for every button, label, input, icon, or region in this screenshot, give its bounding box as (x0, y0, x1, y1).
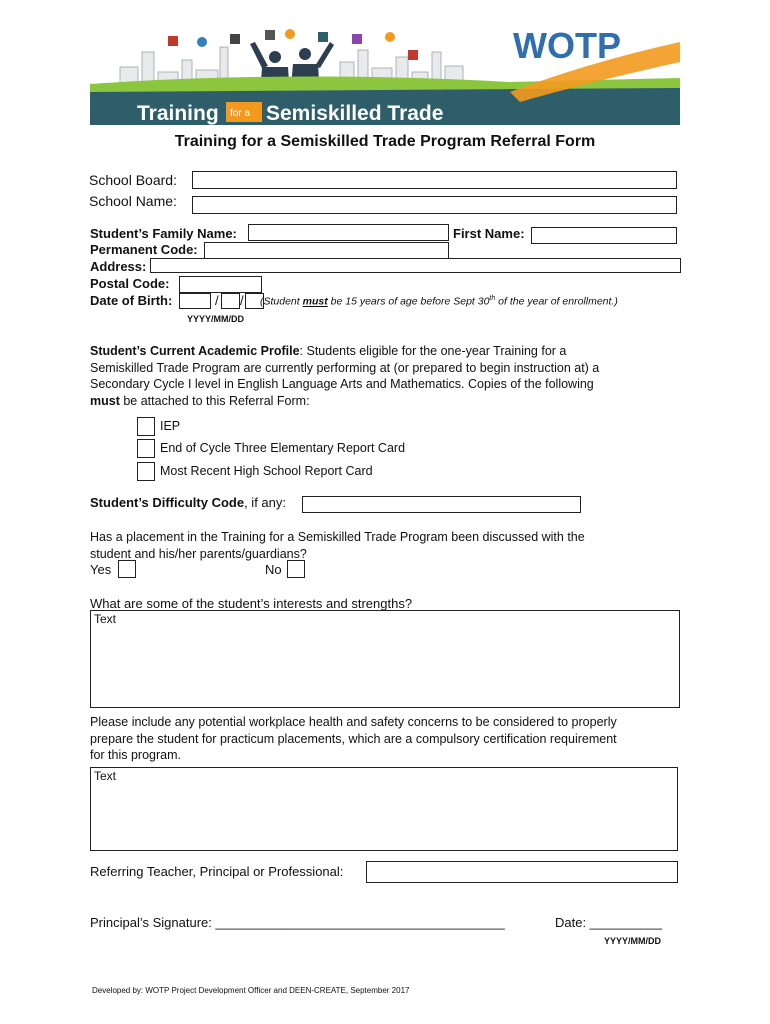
no-checkbox[interactable] (287, 560, 305, 578)
address-label: Address: (90, 259, 147, 274)
family-name-field[interactable] (248, 224, 449, 241)
academic-profile-paragraph: Student’s Current Academic Profile: Students eligible for the one-year Training for a Semiskilled Trade Program are currently performing at (or prepared to begin instruction at) a Secondary Cycle I level in English Language Arts and Mathematics. Copies of the following must be attached to this Referral Form: (90, 344, 600, 408)
high-school-report-card-checkbox[interactable] (137, 462, 155, 481)
safety-question: Please include any potential workplace health and safety concerns to be considered to properly prepare the student for practicum placements, which are a compulsory certification requirement for this program. (90, 715, 617, 762)
yes-checkbox[interactable] (118, 560, 136, 578)
tagline-for-a: for a (230, 108, 251, 119)
dob-label: Date of Birth: (90, 293, 173, 308)
interests-placeholder: Text (94, 612, 117, 626)
date-line[interactable]: Date: __________ (555, 915, 662, 930)
tagline-training: Training (137, 102, 219, 125)
dob-separator: / (215, 293, 219, 308)
school-board-field[interactable] (192, 171, 677, 189)
school-board-label: School Board: (89, 172, 177, 188)
dob-format-hint: YYYY/MM/DD (187, 314, 245, 324)
dob-age-note: (Student must be 15 years of age before Sept 30th of the year of enrollment.) (260, 295, 618, 308)
tagline-semiskilled-trade: Semiskilled Trade (266, 102, 444, 125)
iep-label: IEP (160, 419, 181, 433)
dob-year-field[interactable] (179, 293, 211, 309)
elementary-report-card-label: End of Cycle Three Elementary Report Card (160, 441, 406, 455)
first-name-label: First Name: (453, 226, 525, 241)
no-label: No (265, 562, 282, 577)
elementary-report-card-checkbox[interactable] (137, 439, 155, 458)
school-name-label: School Name: (89, 193, 177, 209)
high-school-report-card-label: Most Recent High School Report Card (160, 464, 373, 478)
dob-separator: / (240, 293, 244, 308)
footer-credit: Developed by: WOTP Project Development Officer and DEEN-CREATE, September 2017 (92, 986, 410, 995)
iep-checkbox[interactable] (137, 417, 155, 436)
family-name-label: Student’s Family Name: (90, 226, 237, 241)
date-format-hint: YYYY/MM/DD (604, 936, 662, 946)
safety-placeholder: Text (94, 769, 117, 783)
difficulty-code-label: Student’s Difficulty Code, if any: (90, 495, 286, 510)
postal-code-field[interactable] (179, 276, 262, 293)
header-banner (90, 22, 680, 125)
permanent-code-field[interactable] (204, 242, 449, 259)
address-field[interactable] (150, 258, 681, 273)
form-title: Training for a Semiskilled Trade Program Referral Form (174, 133, 596, 150)
wotp-logo: WOTP (513, 25, 621, 66)
school-name-field[interactable] (192, 196, 677, 214)
referring-field[interactable] (366, 861, 678, 883)
interests-textarea[interactable] (90, 610, 680, 708)
banner-graphic (90, 22, 680, 125)
principal-signature-line[interactable]: Principal’s Signature: ________________________________________ (90, 915, 505, 930)
interests-question: What are some of the student’s interests and strengths? (90, 596, 413, 611)
dob-month-field[interactable] (221, 293, 240, 309)
difficulty-code-field[interactable] (302, 496, 581, 513)
referring-label: Referring Teacher, Principal or Professional: (90, 864, 344, 879)
permanent-code-label: Permanent Code: (90, 242, 198, 257)
yes-label: Yes (90, 562, 112, 577)
placement-question: Has a placement in the Training for a Semiskilled Trade Program been discussed with the student and his/her parents/guardians? (90, 530, 585, 561)
first-name-field[interactable] (531, 227, 677, 244)
safety-textarea[interactable] (90, 767, 678, 851)
postal-code-label: Postal Code: (90, 276, 170, 291)
